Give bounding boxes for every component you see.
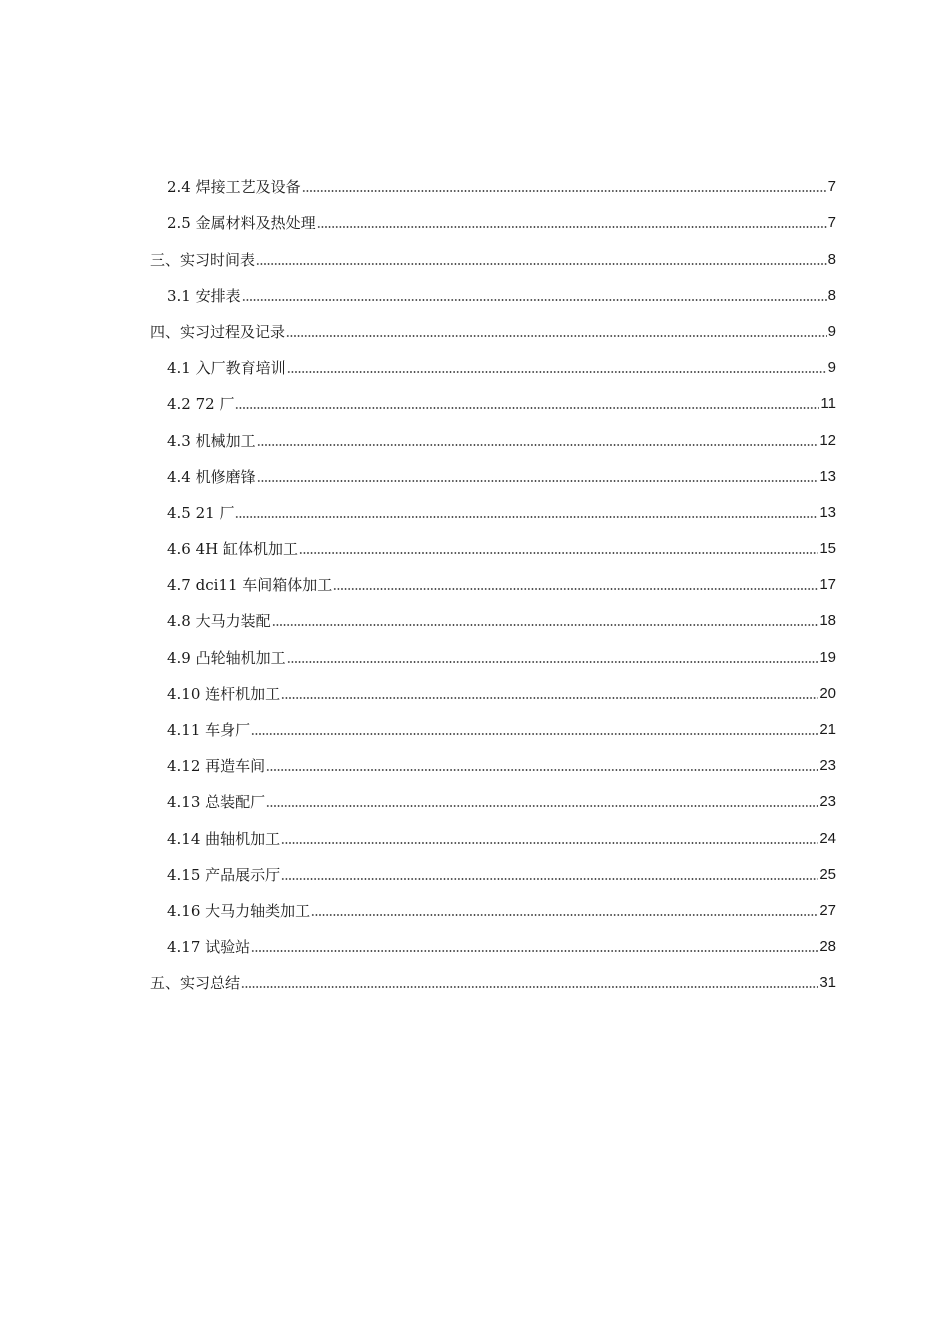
toc-entry-title: 4.2 72 厂	[167, 395, 235, 414]
toc-dot-leader	[251, 733, 818, 735]
toc-entry-title: 2.5 金属材料及热处理	[167, 214, 316, 233]
toc-entry-title: 4.4 机修磨锋	[167, 467, 256, 486]
toc-dot-leader	[235, 516, 818, 518]
toc-entry-page: 7	[827, 178, 836, 196]
toc-entry-title: 4.6 4H 缸体机加工	[167, 540, 299, 559]
toc-entry-page: 20	[819, 684, 836, 702]
toc-dot-leader	[299, 552, 818, 554]
toc-entry-title: 4.15 产品展示厅	[167, 865, 281, 884]
toc-entry-page: 11	[820, 395, 836, 413]
toc-entry-title: 4.13 总装配厂	[167, 793, 266, 812]
toc-dot-leader	[311, 914, 818, 916]
table-of-contents	[150, 169, 836, 1001]
toc-entry-title: 4.5 21 厂	[167, 503, 235, 522]
toc-entry-page: 19	[819, 648, 836, 666]
toc-entry-page: 23	[819, 793, 836, 811]
toc-entry-title: 2.4 焊接工艺及设备	[167, 178, 301, 197]
toc-entry-title: 4.11 车身厂	[167, 721, 251, 739]
toc-dot-leader	[266, 769, 818, 771]
toc-entry[interactable]	[150, 531, 836, 567]
toc-dot-leader	[251, 950, 818, 952]
toc-entry[interactable]	[150, 567, 836, 603]
toc-entry-title: 4.7 dci11 车间箱体加工	[167, 576, 333, 595]
toc-entry-title: 4.10 连杆机加工	[167, 684, 281, 703]
toc-dot-leader	[281, 878, 818, 880]
toc-dot-leader	[287, 661, 819, 663]
toc-entry[interactable]	[150, 857, 836, 893]
toc-dot-leader	[257, 480, 819, 482]
toc-entry[interactable]	[150, 350, 836, 386]
toc-entry-page: 9	[827, 322, 836, 340]
toc-dot-leader	[287, 371, 827, 373]
toc-entry[interactable]	[150, 929, 836, 965]
toc-entry[interactable]	[150, 386, 836, 422]
toc-entry[interactable]	[150, 748, 836, 784]
toc-dot-leader	[281, 842, 818, 844]
toc-entry-page: 9	[827, 359, 836, 377]
toc-entry[interactable]	[150, 965, 836, 1001]
toc-entry[interactable]	[150, 495, 836, 531]
toc-dot-leader	[317, 226, 827, 228]
toc-entry[interactable]	[150, 459, 836, 495]
toc-entry-title: 4.1 入厂教育培训	[167, 359, 286, 378]
toc-entry-page: 18	[819, 612, 836, 630]
toc-entry[interactable]	[150, 676, 836, 712]
toc-entry-title: 4.17 试验站	[167, 938, 251, 957]
toc-dot-leader	[241, 986, 818, 988]
toc-entry-title: 四、实习过程及记录	[150, 322, 286, 341]
toc-entry-title: 4.12 再造车间	[167, 757, 266, 776]
toc-entry-page: 13	[819, 503, 836, 521]
toc-entry[interactable]	[150, 784, 836, 820]
toc-dot-leader	[266, 805, 818, 807]
toc-dot-leader	[286, 335, 827, 337]
toc-dot-leader	[302, 190, 827, 192]
toc-entry-page: 8	[827, 286, 836, 304]
toc-dot-leader	[257, 444, 819, 446]
toc-dot-leader	[235, 407, 819, 409]
toc-entry[interactable]	[150, 169, 836, 205]
toc-entry[interactable]	[150, 278, 836, 314]
toc-entry-title: 4.9 凸轮轴机加工	[167, 648, 286, 667]
toc-entry-page: 23	[819, 757, 836, 775]
toc-entry[interactable]	[150, 712, 836, 748]
toc-entry[interactable]	[150, 314, 836, 350]
toc-dot-leader	[333, 588, 818, 590]
toc-dot-leader	[281, 697, 818, 699]
toc-entry[interactable]	[150, 241, 836, 277]
toc-entry-page: 28	[819, 938, 836, 956]
toc-entry[interactable]	[150, 820, 836, 856]
toc-entry[interactable]	[150, 893, 836, 929]
toc-entry-page: 8	[827, 250, 836, 268]
toc-entry-title: 4.3 机械加工	[167, 431, 256, 450]
toc-entry-page: 31	[819, 974, 836, 992]
toc-entry[interactable]	[150, 205, 836, 241]
toc-entry-title: 五、实习总结	[150, 974, 241, 993]
toc-entry-title: 4.14 曲轴机加工	[167, 829, 281, 848]
toc-entry-page: 13	[819, 467, 836, 485]
toc-entry-page: 27	[819, 901, 836, 919]
toc-entry-page: 25	[819, 865, 836, 883]
toc-dot-leader	[256, 263, 827, 265]
toc-entry-title: 4.8 大马力装配	[167, 612, 271, 631]
toc-dot-leader	[242, 299, 827, 301]
toc-entry-title: 4.16 大马力轴类加工	[167, 901, 311, 920]
toc-entry[interactable]	[150, 639, 836, 675]
toc-dot-leader	[272, 624, 819, 626]
toc-entry[interactable]	[150, 603, 836, 639]
toc-entry-page: 12	[819, 431, 836, 449]
toc-entry-page: 24	[819, 829, 836, 847]
toc-entry-page: 15	[819, 540, 836, 558]
toc-entry-page: 17	[819, 576, 836, 594]
toc-entry-page: 7	[827, 214, 836, 232]
toc-entry[interactable]	[150, 422, 836, 458]
toc-entry-title: 3.1 安排表	[167, 286, 241, 305]
toc-entry-page: 21	[819, 721, 836, 738]
toc-entry-title: 三、实习时间表	[150, 250, 256, 269]
